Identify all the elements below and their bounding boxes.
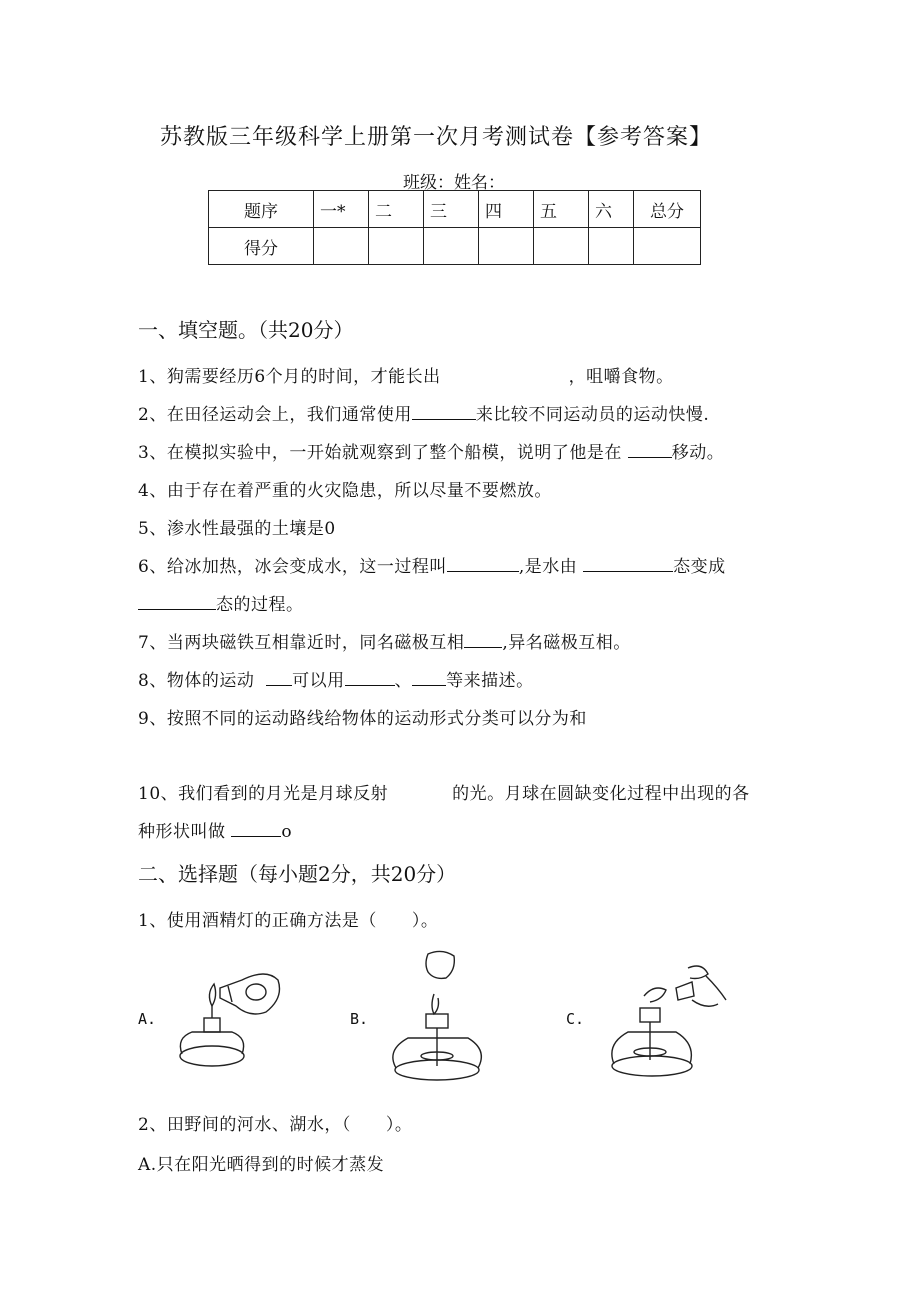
blowing-tube	[676, 982, 694, 1000]
answer-blank[interactable]	[628, 441, 672, 458]
answer-blank[interactable]	[464, 631, 502, 648]
question-2	[138, 400, 709, 425]
q8-text-c: 、	[394, 671, 413, 691]
score-col-total: 总分	[634, 191, 701, 228]
score-table-header-row	[209, 191, 701, 228]
question-6	[138, 552, 726, 577]
mouth-face	[688, 966, 708, 979]
q10-text-a: 10、我们看到的月光是月球反射	[138, 784, 389, 804]
class-name-line: 班级：姓名：	[403, 173, 505, 193]
q6-text-d: 态的过程。	[216, 595, 304, 615]
score-row-label: 得分	[209, 228, 314, 265]
mc-question-2-option-a[interactable]: A.只在阳光晒得到的时候才蒸发	[138, 1155, 385, 1175]
answer-blank[interactable]	[412, 403, 476, 420]
q2-text-b: 来比较不同运动员的运动快慢.	[475, 405, 710, 425]
score-table	[208, 190, 701, 265]
score-col-1: 一*	[314, 191, 369, 228]
lamp-neck	[426, 1014, 448, 1028]
q6-text-b: ,是水由	[518, 557, 578, 577]
q6-text-a: 6、给冰加热，冰会变成水，这一过程叫	[138, 557, 447, 577]
mc-question-1: 1、使用酒精灯的正确方法是（ ）。	[138, 911, 439, 931]
lamp-neck	[204, 1018, 220, 1032]
q3-text-b: 移动。	[671, 443, 725, 463]
flame	[432, 994, 439, 1014]
score-cell[interactable]	[314, 228, 369, 265]
page-title: 苏教版三年级科学上册第一次月考测试卷【参考答案】	[160, 125, 713, 150]
alcohol-lamp-a-illustration	[170, 958, 290, 1076]
question-3	[138, 438, 724, 463]
score-cell[interactable]	[634, 228, 701, 265]
score-cell[interactable]	[589, 228, 634, 265]
score-col-4: 四	[479, 191, 534, 228]
answer-blank[interactable]	[412, 669, 446, 686]
score-table-score-row	[209, 228, 701, 265]
option-b-label[interactable]: B.	[350, 1010, 369, 1028]
question-4: 4、由于存在着严重的火灾隐患，所以尽量不要燃放。	[138, 481, 552, 501]
question-5: 5、渗水性最强的土壤是0	[138, 519, 336, 539]
question-9: 9、按照不同的运动路线给物体的运动形式分类可以分为和	[138, 709, 587, 729]
score-col-2: 二	[369, 191, 424, 228]
q1-text-b: ，咀嚼食物。	[568, 367, 674, 387]
lamp-neck	[640, 1008, 660, 1022]
option-c-label[interactable]: C.	[566, 1010, 585, 1028]
answer-blank[interactable]	[138, 593, 216, 610]
question-7	[138, 628, 631, 653]
score-cell[interactable]	[479, 228, 534, 265]
q8-text-a: 8、物体的运动	[138, 671, 255, 691]
flame	[209, 984, 215, 1006]
second-lamp	[220, 974, 280, 1014]
lamp-body	[180, 1032, 243, 1054]
mc-question-2: 2、田野间的河水、湖水，（ ）。	[138, 1115, 413, 1135]
flame	[644, 988, 666, 1002]
question-10-cont	[138, 817, 292, 842]
answer-blank[interactable]	[266, 669, 292, 686]
lamp-cap	[426, 951, 454, 978]
q7-text-b: ,异名磁极互相。	[502, 633, 631, 653]
score-cell[interactable]	[424, 228, 479, 265]
score-cell[interactable]	[534, 228, 589, 265]
question-10	[138, 779, 750, 804]
q10-text-b: 的光。月球在圆缺变化过程中出现的各	[452, 784, 750, 804]
q8-text-b: 可以用	[292, 671, 345, 691]
answer-blank[interactable]	[583, 555, 673, 572]
answer-blank[interactable]	[447, 555, 519, 572]
alcohol-lamp-b-illustration	[384, 948, 494, 1088]
score-cell[interactable]	[369, 228, 424, 265]
q7-text-a: 7、当两块磁铁互相靠近时，同名磁极互相	[138, 633, 465, 653]
lamp-base	[180, 1046, 244, 1066]
q10-text-c: 种形状叫做	[138, 822, 226, 842]
q8-text-d: 等来描述。	[446, 671, 534, 691]
question-8	[138, 666, 534, 691]
score-col-3: 三	[424, 191, 479, 228]
q2-text-a: 2、在田径运动会上，我们通常使用	[138, 405, 412, 425]
q10-text-d: o	[281, 822, 293, 842]
score-col-5: 五	[534, 191, 589, 228]
q6-text-c: 态变成	[673, 557, 726, 577]
score-header-label: 题序	[209, 191, 314, 228]
lamp-base	[612, 1056, 692, 1076]
q3-text-a: 3、在模拟实验中，一开始就观察到了整个船模，说明了他是在	[138, 443, 622, 463]
option-a-label[interactable]: A.	[138, 1010, 157, 1028]
score-col-6: 六	[589, 191, 634, 228]
question-6-cont	[138, 590, 304, 615]
q1-text-a: 1、狗需要经历6个月的时间，才能长出	[138, 367, 441, 387]
section2-heading: 二、选择题（每小题2分，共20分）	[138, 862, 457, 886]
question-1	[138, 362, 674, 387]
alcohol-lamp-c-illustration	[606, 960, 736, 1084]
answer-blank[interactable]	[231, 820, 281, 837]
section1-heading: 一、填空题。（共20分）	[138, 318, 354, 342]
answer-blank[interactable]	[345, 669, 395, 686]
